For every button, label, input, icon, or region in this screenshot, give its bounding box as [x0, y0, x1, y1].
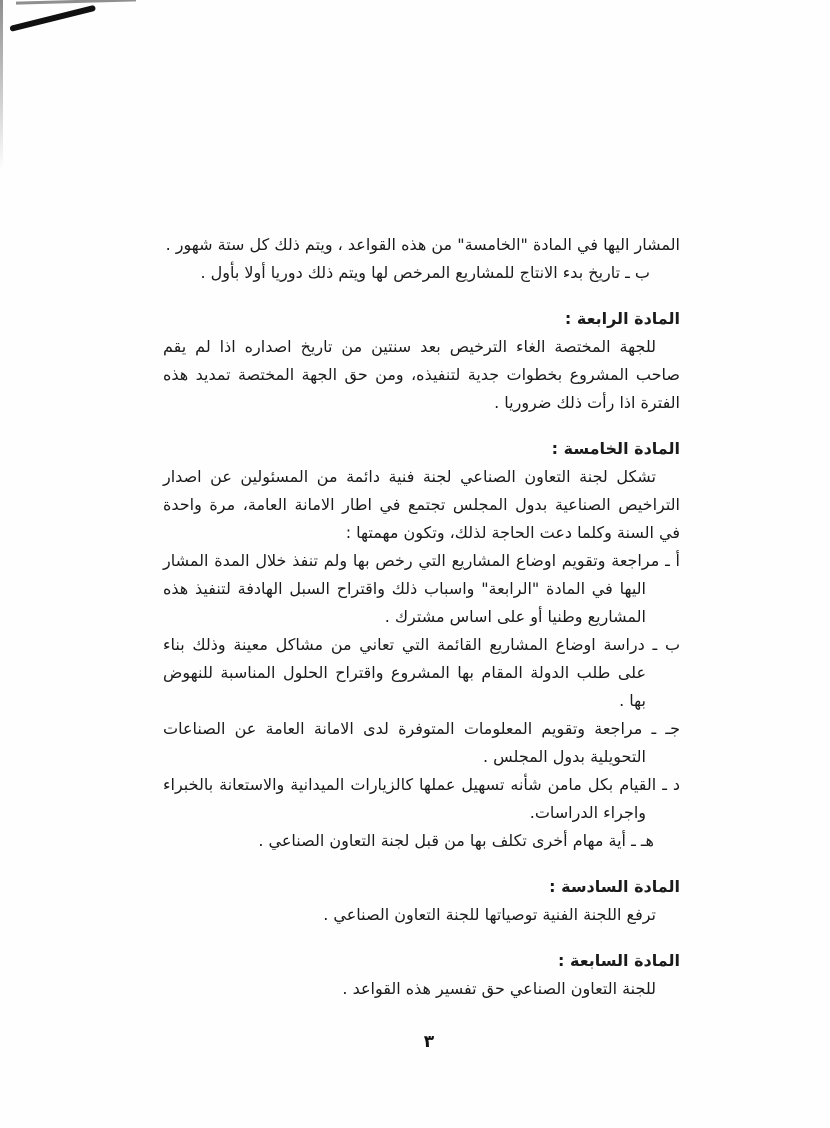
section-heading-article-6: المادة السادسة :	[549, 877, 680, 896]
article-4-paragraph: للجهة المختصة الغاء الترخيص بعد سنتين من تاريخ اصداره اذا لم يقم صاحب المشروع بخطوات جدية لتنفيذه، ومن حق الجهة المختصة تمديد هذه الفترة اذا رأت ذلك ضروريا .	[163, 337, 680, 412]
list-marker-d: د ـ	[662, 775, 681, 794]
article-7-paragraph: للجنة التعاون الصناعي حق تفسير هذه القواعد .	[342, 979, 656, 998]
list-item-a	[163, 547, 680, 631]
list-marker-b: ب ـ	[652, 635, 681, 654]
list-text-a: مراجعة وتقويم اوضاع المشاريع التي رخص بها ولم تنفذ خلال المدة المشار اليها في المادة "الرابعة" واسباب ذلك واقتراح السبل الهادفة لتنفيذ هذه المشاريع وطنيا أو على اساس مشترك .	[163, 551, 660, 626]
list-text-h: أية مهام أخرى تكلف بها من قبل لجنة التعاون الصناعي .	[258, 831, 626, 850]
scan-artifact-streak	[9, 5, 96, 32]
list-marker-h: هـ ـ	[631, 831, 654, 850]
list-item-h	[163, 827, 654, 855]
article-5-paragraph: تشكل لجنة التعاون الصناعي لجنة فنية دائمة من المسئولين عن اصدار التراخيص الصناعية بدول المجلس تجتمع في اطار الامانة العامة، مرة واحدة في السنة وكلما دعت الحاجة لذلك، وتكون مهمتها :	[163, 467, 680, 542]
page-number: ٣	[423, 1032, 435, 1052]
section-heading-article-5: المادة الخامسة :	[551, 439, 680, 458]
continuation-list-item-b: ب ـ تاريخ بدء الانتاج للمشاريع المرخص لها ويتم ذلك دوريا أولا بأول .	[200, 263, 650, 282]
scan-artifact-left-edge	[0, 0, 3, 170]
list-text-b: دراسة اوضاع المشاريع القائمة التي تعاني من مشاكل معينة وذلك بناء على طلب الدولة المقام بها المشروع واقتراح الحلول المناسبة للنهوض بها .	[163, 635, 646, 710]
list-text-d: القيام بكل مامن شأنه تسهيل عملها كالزيارات الميدانية والاستعانة بالخبراء واجراء الدراسات.	[163, 775, 657, 822]
section-heading-article-7: المادة السابعة :	[558, 951, 680, 970]
list-item-b	[163, 631, 680, 715]
scan-artifact-top-edge	[16, 0, 136, 5]
list-item-d	[163, 771, 680, 827]
article-6-paragraph: ترفع اللجنة الفنية توصياتها للجنة التعاون الصناعي .	[323, 905, 656, 924]
page-content	[163, 231, 680, 1003]
list-marker-a: أ ـ	[665, 551, 681, 570]
list-item-j	[163, 715, 680, 771]
list-text-j: مراجعة وتقويم المعلومات المتوفرة لدى الامانة العامة عن الصناعات التحويلية بدول المجلس .	[163, 719, 646, 766]
continuation-line: المشار اليها في المادة "الخامسة" من هذه القواعد ، ويتم ذلك كل ستة شهور .	[165, 235, 680, 254]
section-heading-article-4: المادة الرابعة :	[564, 309, 680, 328]
list-marker-j: جـ ـ	[651, 719, 680, 738]
